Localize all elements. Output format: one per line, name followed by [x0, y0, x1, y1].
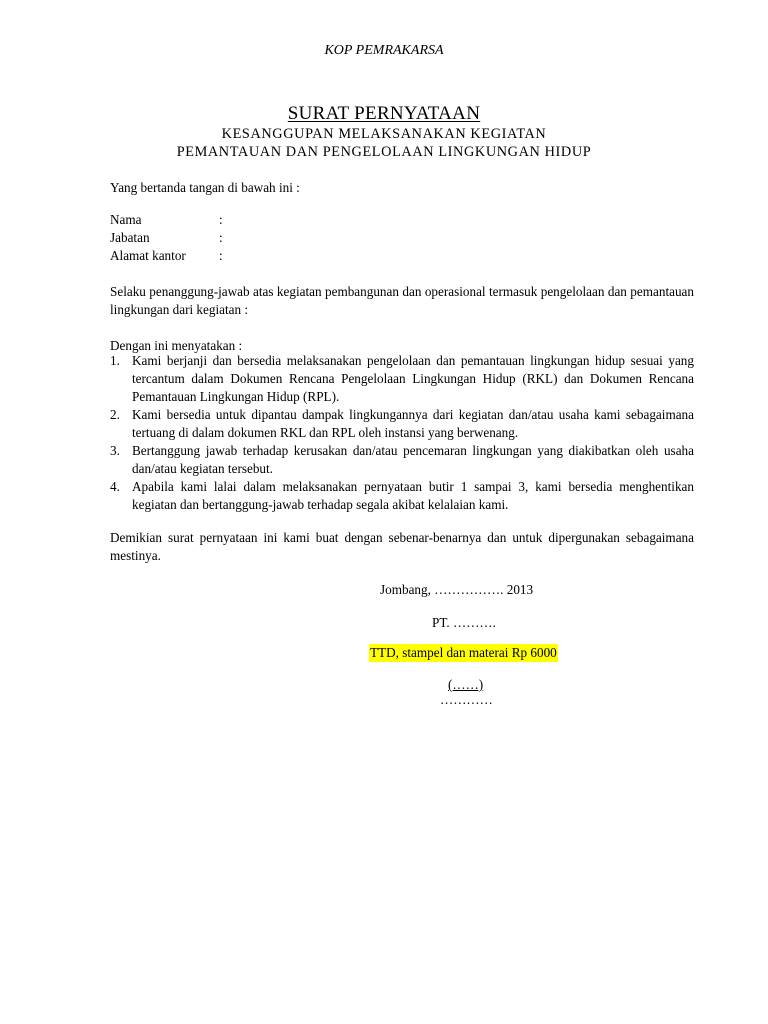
field-label: Alamat kantor — [110, 248, 186, 263]
document-subtitle-line-2: PEMANTAUAN DAN PENGELOLAAN LINGKUNGAN HIDUP — [176, 144, 592, 160]
list-item-text: Apabila kami lalai dalam melaksanakan pernyataan butir 1 sampai 3, kami bersedia menghentikan kegiatan dan bertanggung-jawab terhadap segala akibat kelalaian kami. — [132, 479, 694, 512]
list-item-text: Bertanggung jawab terhadap kerusakan dan/atau pencemaran lingkungan yang diakibatkan oleh usaha dan/atau kegiatan tersebut. — [132, 443, 694, 476]
list-item-text: Kami berjanji dan bersedia melaksanakan pengelolaan dan pemantauan lingkungan hidup sesuai yang tercantum dalam Dokumen Rencana Pengelolaan Lingkungan Hidup (RKL) dan Dokumen Rencana Pemantauan Lingkungan Hidup (RPL). — [132, 353, 694, 404]
field-colon: : — [219, 212, 223, 227]
document-title — [0, 103, 768, 125]
closing-paragraph: Demikian surat pernyataan ini kami buat dengan sebenar-benarnya dan untuk dipergunakan sebagaimana mestinya. — [110, 530, 694, 563]
list-item — [110, 442, 694, 478]
company-name: PT. ………. — [432, 615, 496, 630]
statement-lead: Dengan ini menyatakan : — [110, 338, 243, 353]
list-item — [110, 352, 694, 406]
field-colon: : — [219, 230, 223, 245]
list-item-number: 1. — [110, 353, 120, 368]
signatory-position: ………… — [440, 692, 493, 707]
place-date: Jombang, ……………. 2013 — [380, 582, 534, 597]
list-item — [110, 406, 694, 442]
signatory-name: (……) — [448, 677, 484, 692]
intro-text: Yang bertanda tangan di bawah ini : — [110, 180, 300, 195]
document-subtitle-line-1: KESANGGUPAN MELAKSANAKAN KEGIATAN — [221, 126, 547, 142]
list-item-number: 4. — [110, 479, 120, 494]
field-label: Jabatan — [110, 230, 150, 245]
list-item-number: 2. — [110, 407, 120, 422]
list-item-text: Kami bersedia untuk dipantau dampak lingkungannya dari kegiatan dan/atau usaha kami sebagaimana tertuang di dalam dokumen RKL dan RPL oleh instansi yang berwenang. — [132, 407, 694, 440]
field-label: Nama — [110, 212, 142, 227]
list-item — [110, 478, 694, 514]
field-alamat-kantor — [110, 247, 310, 265]
field-colon: : — [219, 248, 223, 263]
document-title-text: SURAT PERNYATAAN — [287, 103, 481, 124]
list-item-number: 3. — [110, 443, 120, 458]
statement-list — [110, 352, 694, 514]
field-nama — [110, 211, 310, 229]
responsibility-paragraph: Selaku penanggung-jawab atas kegiatan pembangunan dan operasional termasuk pengelolaan dan pemantauan lingkungan dari kegiatan : — [110, 284, 694, 317]
letterhead-placeholder: KOP PEMRAKARSA — [324, 43, 444, 58]
field-jabatan — [110, 229, 310, 247]
signature-instruction-highlight: TTD, stampel dan materai Rp 6000 — [370, 645, 557, 660]
